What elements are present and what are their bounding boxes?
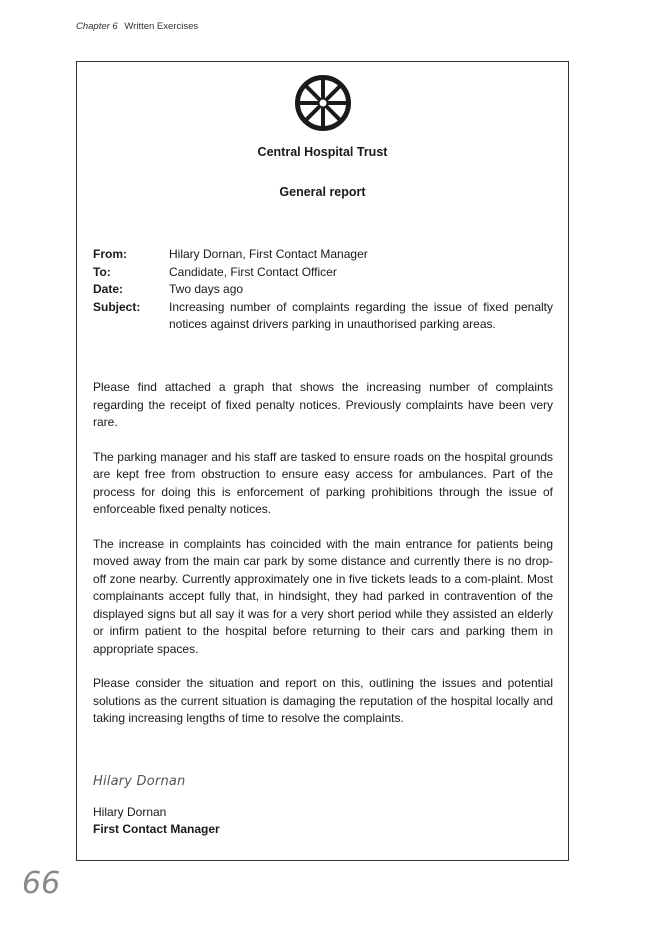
date-value: Two days ago <box>169 282 244 297</box>
paragraph: The parking manager and his staff are tasked to ensure roads on the hospital grounds are kept free from obstruction to ensure easy access for ambulances. Part of the process for doing this is enforcement of parking prohibitions through the issue of enforceable fixed penalty notices. <box>93 449 553 516</box>
to-value: Candidate, First Contact Officer <box>169 264 337 279</box>
report-title: General report <box>279 185 366 199</box>
page-number: 66 <box>22 866 61 901</box>
section-label: Written Exercises <box>124 21 199 32</box>
from-value: Hilary Dornan, First Contact Manager <box>169 247 368 261</box>
wheel-icon <box>294 74 352 132</box>
header-row-date <box>93 281 553 299</box>
running-head <box>76 21 198 32</box>
header-row-to <box>93 264 553 282</box>
memo-box <box>76 61 569 861</box>
chapter-label: Chapter 6 <box>76 21 118 32</box>
handwritten-signature: Hilary Dornan <box>93 774 186 789</box>
memo-body <box>93 379 553 745</box>
to-label: To: <box>93 264 111 279</box>
memo-header <box>93 246 553 334</box>
paragraph: The increase in complaints has coincided with the main entrance for patients being moved away from the main car park by some distance and currently there is no drop-off zone nearby. Currently approximately one in five tickets leads to a com-plaint. Most complainants accept fully that, in hindsight, they had parked in contravention of the displayed signs but all say it was for a very short period while they assisted an elderly or infirm patient to the hospital before returning to their cars and parking them in appropriate spaces. <box>93 536 553 656</box>
signatory-title: First Contact Manager <box>93 822 220 836</box>
subject-value: Increasing number of complaints regarding the issue of fixed penalty notices against drivers parking in unauthorised parking areas. <box>169 299 553 332</box>
date-label: Date: <box>93 282 124 297</box>
paragraph: Please consider the situation and report on this, outlining the issues and potential solutions as the current situation is damaging the reputation of the hospital locally and taking increasing lengths of time to resolve the complaints. <box>93 676 553 725</box>
from-label: From: <box>93 247 127 261</box>
signatory-name: Hilary Dornan <box>93 805 167 819</box>
header-row-subject <box>93 299 553 334</box>
organisation-name: Central Hospital Trust <box>257 145 388 159</box>
paragraph: Please find attached a graph that shows the increasing number of complaints regarding the receipt of fixed penalty notices. Previously complaints have been very rare. <box>93 380 553 429</box>
subject-label: Subject: <box>93 299 141 314</box>
header-row-from <box>93 246 553 264</box>
